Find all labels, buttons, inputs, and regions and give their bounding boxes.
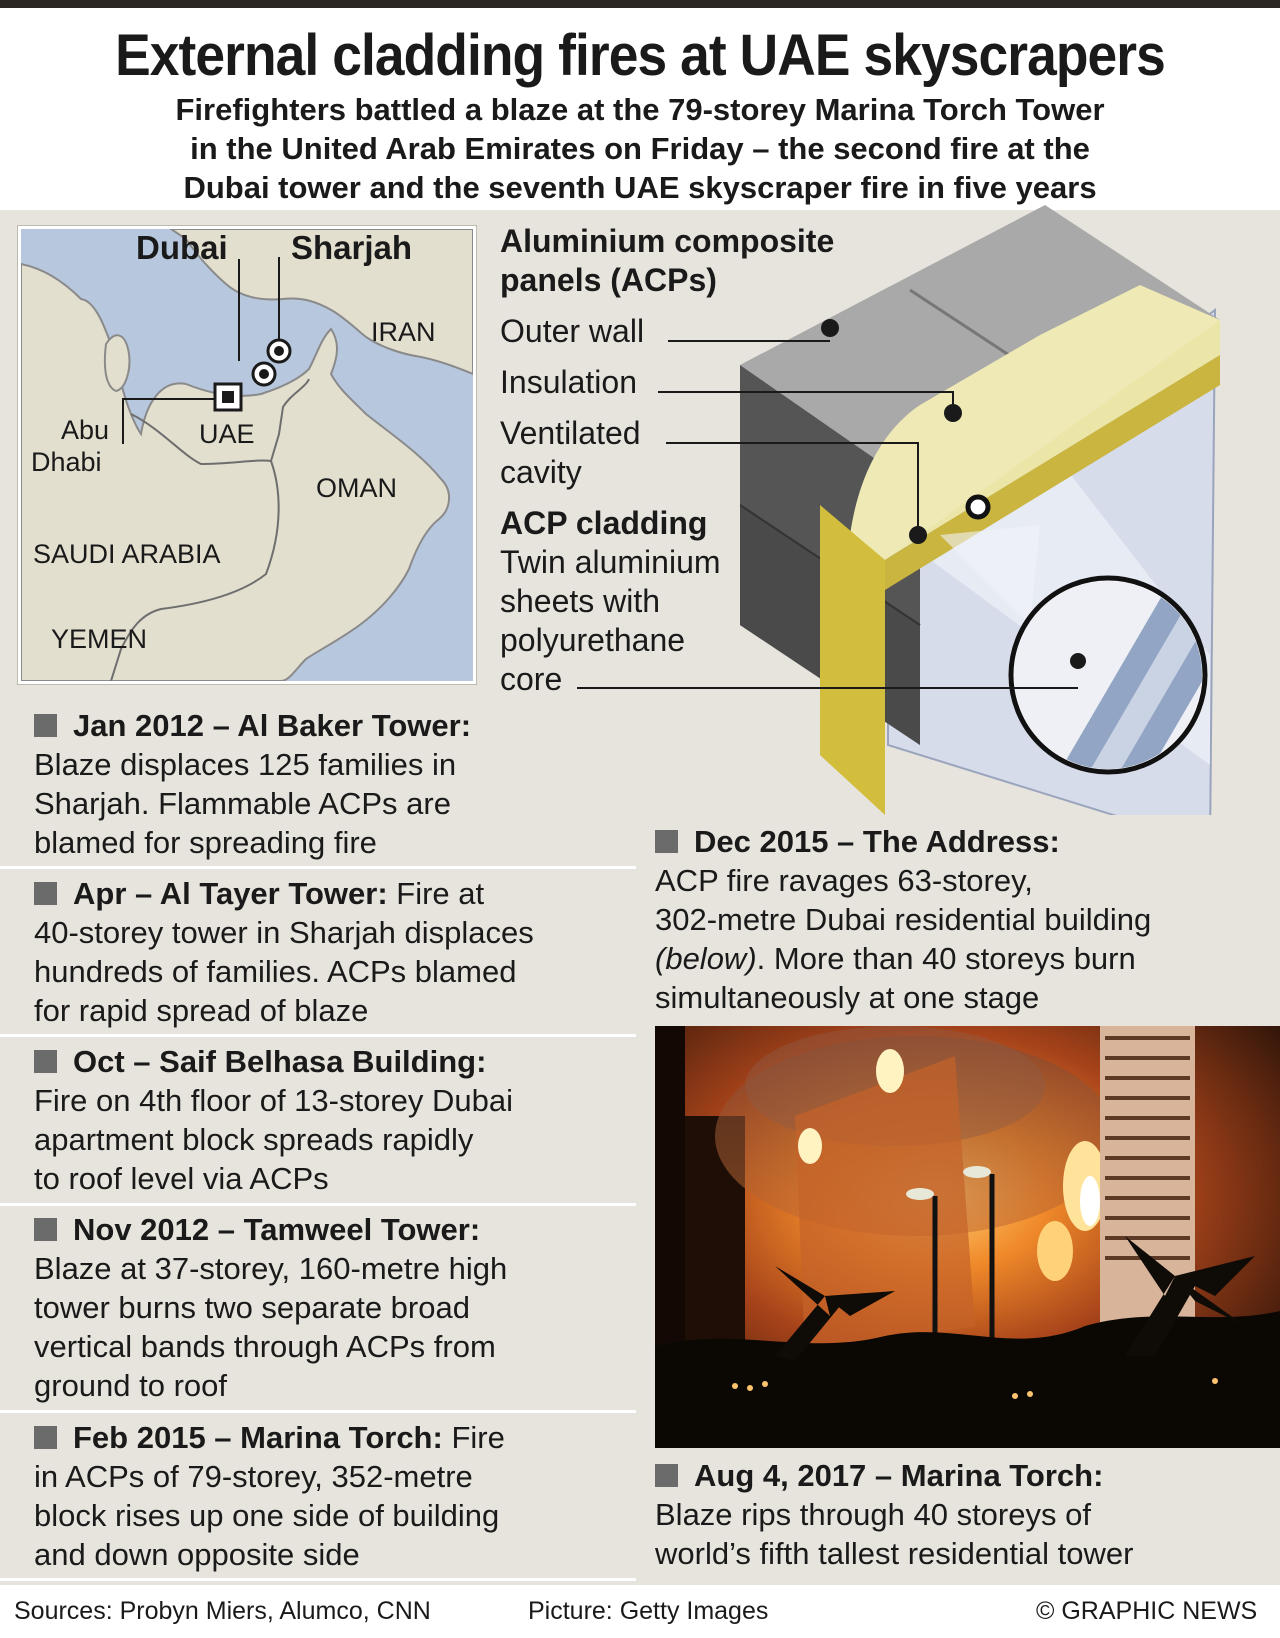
divider	[0, 1578, 636, 1581]
entry-line: Blaze rips through 40 storeys of	[655, 1497, 1091, 1532]
entry-line: blamed for spreading fire	[34, 825, 377, 860]
acp-title	[500, 222, 920, 300]
label-acp-cladding	[500, 504, 721, 699]
entry-italic: (below)	[655, 941, 757, 976]
entry-line: world’s fifth tallest residential tower	[655, 1536, 1134, 1571]
label-ventilated-cavity	[500, 414, 641, 492]
map-label-dubai: Dubai	[136, 229, 228, 266]
bullet-square	[34, 1426, 57, 1449]
entry-heading-tail: Fire at	[387, 876, 485, 911]
map-label-iran: IRAN	[371, 317, 436, 347]
label-outer-wall: Outer wall	[500, 313, 645, 349]
entry-line: tower burns two separate broad	[34, 1290, 470, 1325]
map-label-saudi: SAUDI ARABIA	[33, 539, 221, 569]
entry-heading: Apr – Al Tayer Tower:	[73, 876, 388, 911]
bullet-square	[655, 830, 678, 853]
entry-line: in ACPs of 79-storey, 352-metre	[34, 1459, 473, 1494]
entry-heading: Jan 2012 – Al Baker Tower:	[73, 708, 472, 743]
bullet-square	[34, 714, 57, 737]
entry-line: ground to roof	[34, 1368, 228, 1403]
timeline-entry	[34, 706, 634, 862]
label-cladding-title: ACP cladding	[500, 505, 708, 541]
page-title: External cladding fires at UAE skyscrapers	[115, 23, 1165, 88]
entry-line: 40-storey tower in Sharjah displaces	[34, 915, 534, 950]
entry-line: apartment block spreads rapidly	[34, 1122, 474, 1157]
label-cladding-line: Twin aluminium	[500, 544, 721, 580]
label-cavity-line: cavity	[500, 454, 582, 490]
footer-sources: Sources: Probyn Miers, Alumco, CNN	[14, 1597, 431, 1625]
timeline-entry	[655, 822, 1275, 1017]
map-label-oman: OMAN	[316, 473, 397, 503]
label-cladding-line: sheets with	[500, 583, 661, 619]
bullet-square	[34, 1050, 57, 1073]
bullet-square	[34, 882, 57, 905]
entry-line: simultaneously at one stage	[655, 980, 1040, 1015]
acp-title-line: Aluminium composite	[500, 223, 835, 259]
entry-line: Sharjah. Flammable ACPs are	[34, 786, 451, 821]
map-label-uae: UAE	[199, 419, 255, 449]
map-label-abu: Abu	[61, 415, 110, 445]
label-cladding-line: core	[500, 661, 563, 697]
divider	[0, 1410, 636, 1413]
entry-line: for rapid spread of blaze	[34, 993, 369, 1028]
label-cavity-line: Ventilated	[500, 415, 641, 451]
fire-photo-graphic	[655, 1026, 1280, 1448]
timeline-entry	[34, 874, 634, 1030]
entry-heading-tail: Fire	[442, 1420, 505, 1455]
divider	[0, 866, 636, 869]
subtitle-line: in the United Arab Emirates on Friday – the second fire at the	[190, 131, 1090, 166]
label-insulation: Insulation	[500, 364, 637, 400]
footer-picture-credit: Picture: Getty Images	[528, 1597, 769, 1625]
entry-heading: Feb 2015 – Marina Torch:	[73, 1420, 443, 1455]
entry-line: Blaze displaces 125 families in	[34, 747, 457, 782]
entry-heading: Nov 2012 – Tamweel Tower:	[73, 1212, 481, 1247]
entry-line: 302-metre Dubai residential building	[655, 902, 1152, 937]
entry-line: Blaze at 37-storey, 160-metre high	[34, 1251, 508, 1286]
subtitle-line: Dubai tower and the seventh UAE skyscraper fire in five years	[183, 170, 1097, 205]
map-label-yemen: YEMEN	[51, 624, 148, 654]
entry-line: and down opposite side	[34, 1537, 360, 1572]
footer	[0, 1585, 1280, 1638]
entry-heading: Aug 4, 2017 – Marina Torch:	[694, 1458, 1104, 1493]
acp-title-line: panels (ACPs)	[500, 262, 717, 298]
timeline-entry	[655, 1456, 1275, 1573]
subtitle-line: Firefighters battled a blaze at the 79-storey Marina Torch Tower	[175, 92, 1105, 127]
entry-heading: Dec 2015 – The Address:	[694, 824, 1060, 859]
divider	[0, 1034, 636, 1037]
entry-heading: Oct – Saif Belhasa Building:	[73, 1044, 487, 1079]
entry-line: vertical bands through ACPs from	[34, 1329, 496, 1364]
label-cladding-line: polyurethane	[500, 622, 686, 658]
bullet-square	[34, 1218, 57, 1241]
entry-line: . More than 40 storeys burn	[756, 941, 1136, 976]
map-label-sharjah: Sharjah	[291, 229, 413, 266]
timeline-entry	[34, 1418, 634, 1574]
timeline-entry	[34, 1042, 634, 1198]
entry-line: ACP fire ravages 63-storey,	[655, 863, 1033, 898]
bullet-square	[655, 1464, 678, 1487]
map-label-dhabi: Dhabi	[31, 447, 102, 477]
footer-graphic-news: © GRAPHIC NEWS	[1036, 1597, 1258, 1625]
entry-line: block rises up one side of building	[34, 1498, 500, 1533]
fire-photo	[655, 1026, 1280, 1448]
entry-line: hundreds of families. ACPs blamed	[34, 954, 517, 989]
timeline-entry	[34, 1210, 634, 1405]
entry-line: to roof level via ACPs	[34, 1161, 329, 1196]
divider	[0, 1203, 636, 1206]
entry-line: Fire on 4th floor of 13-storey Dubai	[34, 1083, 514, 1118]
